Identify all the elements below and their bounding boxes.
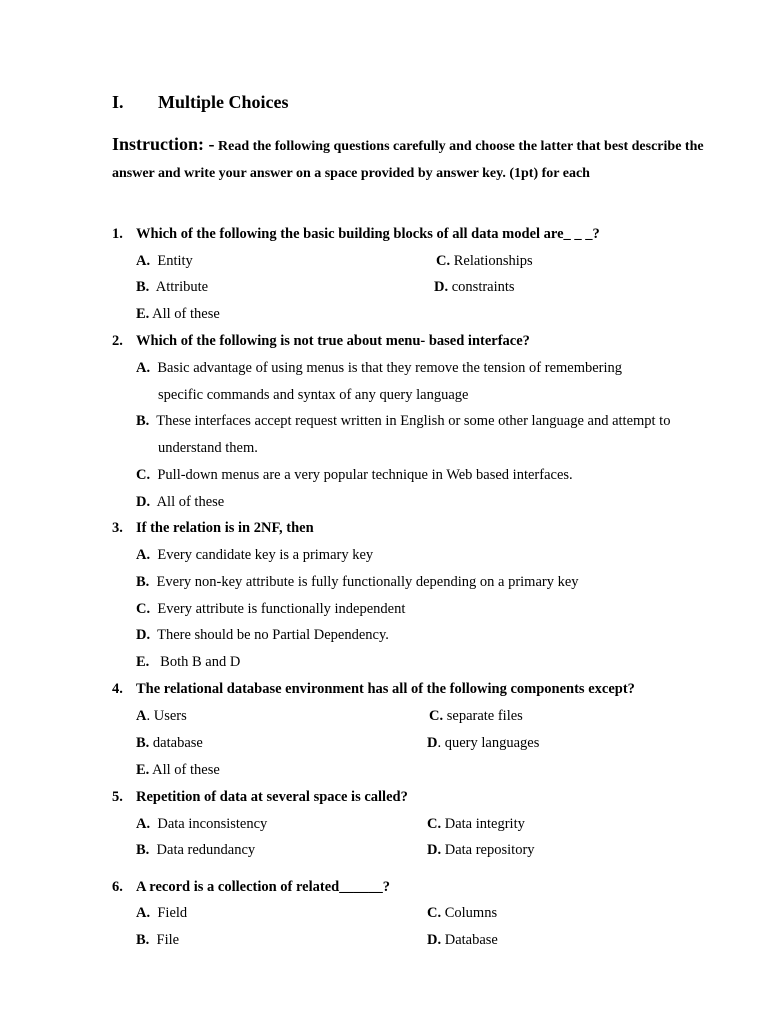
option-letter: C. [136,467,151,483]
option-letter: E. [136,306,150,322]
option-c [427,905,497,922]
option-d [427,932,498,949]
option-text: File [156,932,180,948]
option-text: Entity [157,253,193,269]
option-letter: B. [136,842,150,858]
question-text: Which of the following the basic building blocks of all data model are_ _ _? [136,226,600,242]
option-c [136,467,573,484]
option-letter: D. [136,494,151,510]
question-text: Repetition of data at several space is called? [136,789,408,805]
option-letter: E. [136,762,150,778]
question-number: 4. [112,681,123,697]
option-text: Data inconsistency [157,816,268,832]
option-text: There should be no Partial Dependency. [157,627,389,643]
option-letter: D [427,735,438,751]
option-a [136,905,187,922]
option-d [427,842,535,859]
option-a-continued: specific commands and syntax of any query language [158,387,469,403]
option-letter: C. [427,816,442,832]
option-letter: B. [136,932,150,948]
option-text: Columns [444,905,498,921]
option-d [427,735,539,752]
option-b [136,279,208,296]
option-text: Relationships [453,253,533,269]
option-text: All of these [152,762,220,778]
option-text: separate files [446,708,523,724]
option-letter: C. [429,708,444,724]
option-text: All of these [152,306,220,322]
option-text: Data redundancy [156,842,256,858]
option-c [436,253,533,270]
option-d [434,279,515,296]
option-text: Database [444,932,498,948]
option-text: Data integrity [444,816,525,832]
question-number: 1. [112,226,123,242]
option-letter: D. [434,279,449,295]
option-b [136,842,255,859]
option-letter: C. [427,905,442,921]
option-text: constraints [451,279,515,295]
option-letter: B. [136,279,150,295]
instruction-label: Instruction: - [112,134,215,154]
option-text: database [152,735,203,751]
option-text: . query languages [437,735,540,751]
option-c [427,816,525,833]
option-text: Every non-key attribute is fully functionally depending on a primary key [156,574,579,590]
option-b [136,413,670,430]
option-a [136,547,373,564]
option-letter: B. [136,413,150,429]
option-letter: D. [427,842,442,858]
option-letter: A [136,708,147,724]
option-c [136,601,405,618]
option-text: Every attribute is functionally independent [157,601,406,617]
instruction-text-line1: Read the following questions carefully and choose the latter that best describe the [218,139,704,154]
question-text: A record is a collection of related______? [136,879,390,895]
option-text: Pull-down menus are a very popular technique in Web based interfaces. [157,467,573,483]
option-text: . Users [146,708,187,724]
option-b [136,735,203,752]
option-letter: C. [436,253,451,269]
option-letter: D. [136,627,151,643]
option-d [136,494,224,511]
option-letter: A. [136,905,151,921]
option-c [429,708,523,725]
option-a [136,360,622,377]
option-letter: A. [136,547,151,563]
option-text: Both B and D [160,654,241,670]
option-letter: B. [136,735,150,751]
option-text: All of these [156,494,225,510]
option-text: Attribute [155,279,209,295]
instruction-text-line2: answer and write your answer on a space provided by answer key. (1pt) for each [112,166,590,181]
option-text: Field [157,905,188,921]
option-letter: E. [136,654,150,670]
question-text: Which of the following is not true about menu- based interface? [136,333,530,349]
option-a [136,253,193,270]
question-number: 2. [112,333,123,349]
question-number: 3. [112,520,123,536]
option-text: These interfaces accept request written in English or some other language and attempt to [156,413,671,429]
option-letter: A. [136,816,151,832]
option-e [136,654,240,671]
question-number: 5. [112,789,123,805]
option-letter: A. [136,360,151,376]
option-e [136,306,220,323]
section-number: I. [112,92,124,112]
option-a [136,708,187,725]
option-e [136,762,220,779]
instruction [112,134,712,155]
option-letter: D. [427,932,442,948]
option-letter: A. [136,253,151,269]
question-text: If the relation is in 2NF, then [136,520,314,536]
option-letter: C. [136,601,151,617]
option-a [136,816,267,833]
option-b [136,574,579,591]
option-text: Every candidate key is a primary key [157,547,374,563]
question-text: The relational database environment has all of the following components except? [136,681,635,697]
section-title: Multiple Choices [158,92,289,112]
option-b [136,932,179,949]
question-number: 6. [112,879,123,895]
option-letter: B. [136,574,150,590]
option-b-continued: understand them. [158,440,258,456]
option-text: Data repository [444,842,535,858]
option-d [136,627,389,644]
option-text: Basic advantage of using menus is that they remove the tension of remembering [157,360,623,376]
